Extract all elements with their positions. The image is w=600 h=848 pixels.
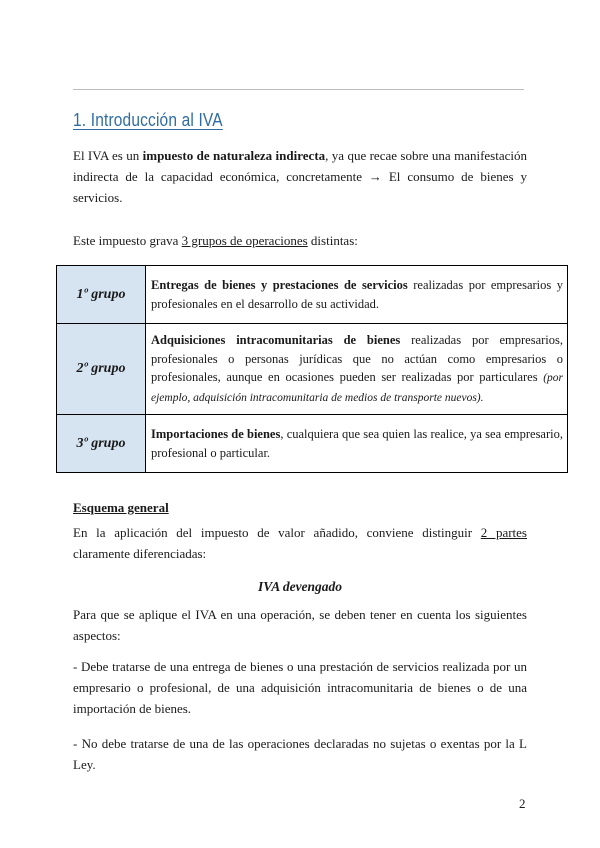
group-text: realizadas por empresarios y profesionales en el desarrollo de su actividad. xyxy=(151,278,563,311)
group-text: realizadas por empresarios, profesionales o personas jurídicas que no actúan como empresarios o profesionales, aunque en ocasiones pueden ser realizadas por particulares xyxy=(151,333,563,384)
group-bold: Entregas de bienes y prestaciones de servicios xyxy=(151,278,408,292)
group-description xyxy=(146,266,568,324)
table-row xyxy=(57,266,568,324)
esquema-text: En la aplicación del impuesto de valor añadido, conviene distinguir xyxy=(73,525,481,540)
group-note: (por ejemplo, adquisición intracomunitaria de medios de transporte nuevos). xyxy=(151,372,563,404)
group-description xyxy=(146,324,568,415)
esquema-underlined: 2 partes xyxy=(480,525,527,540)
esquema-paragraph xyxy=(73,522,527,564)
iva-devengado-paragraph-2: - Debe tratarse de una entrega de bienes o una prestación de servicios realizada por un empresario o profesional, de una adquisición intracomunitaria de bienes o de una importación de bienes. xyxy=(73,659,527,716)
header-rule xyxy=(73,89,524,90)
esquema-heading-text: Esquema general xyxy=(73,500,169,515)
group-description xyxy=(146,415,568,473)
groups-intro-text: Este impuesto grava xyxy=(73,233,182,248)
intro-paragraph xyxy=(73,145,527,208)
group-bold: Importaciones de bienes xyxy=(151,427,281,441)
groups-intro-end: distintas: xyxy=(307,233,358,248)
groups-intro-paragraph xyxy=(73,230,527,251)
esquema-heading xyxy=(73,497,527,518)
iva-devengado-paragraph-3: - No debe tratarse de una de las operaciones declaradas no sujetas o exentas por la L Ley. xyxy=(73,736,527,772)
group-bold: Adquisiciones intracomunitarias de bienes xyxy=(151,333,401,347)
intro-bold: impuesto de naturaleza indirecta xyxy=(142,148,326,163)
groups-table xyxy=(56,265,568,473)
table-row xyxy=(57,415,568,473)
group-name: 2º grupo xyxy=(57,324,146,415)
group-name: 1º grupo xyxy=(57,266,146,324)
section-title: 1. Introducción al IVA xyxy=(73,110,223,130)
group-name: 3º grupo xyxy=(57,415,146,473)
groups-intro-underlined: 3 grupos de operaciones xyxy=(181,233,308,248)
table-row xyxy=(57,324,568,415)
iva-devengado-paragraph-1: Para que se aplique el IVA en una operación, se deben tener en cuenta los siguientes aspectos: xyxy=(73,607,527,643)
iva-devengado-title: IVA devengado xyxy=(257,579,343,594)
intro-text: El IVA es un xyxy=(73,148,143,163)
intro-text-end: , ya que recae sobre una manifestación indirecta de la capacidad económica, concretamente → El consumo de bienes y servicios. xyxy=(73,148,527,205)
page-number: 2 xyxy=(519,796,526,811)
esquema-text-end: claramente diferenciadas: xyxy=(73,546,207,561)
group-text: , cualquiera que sea quien las realice, ya sea empresario, profesional o particular. xyxy=(151,427,563,460)
